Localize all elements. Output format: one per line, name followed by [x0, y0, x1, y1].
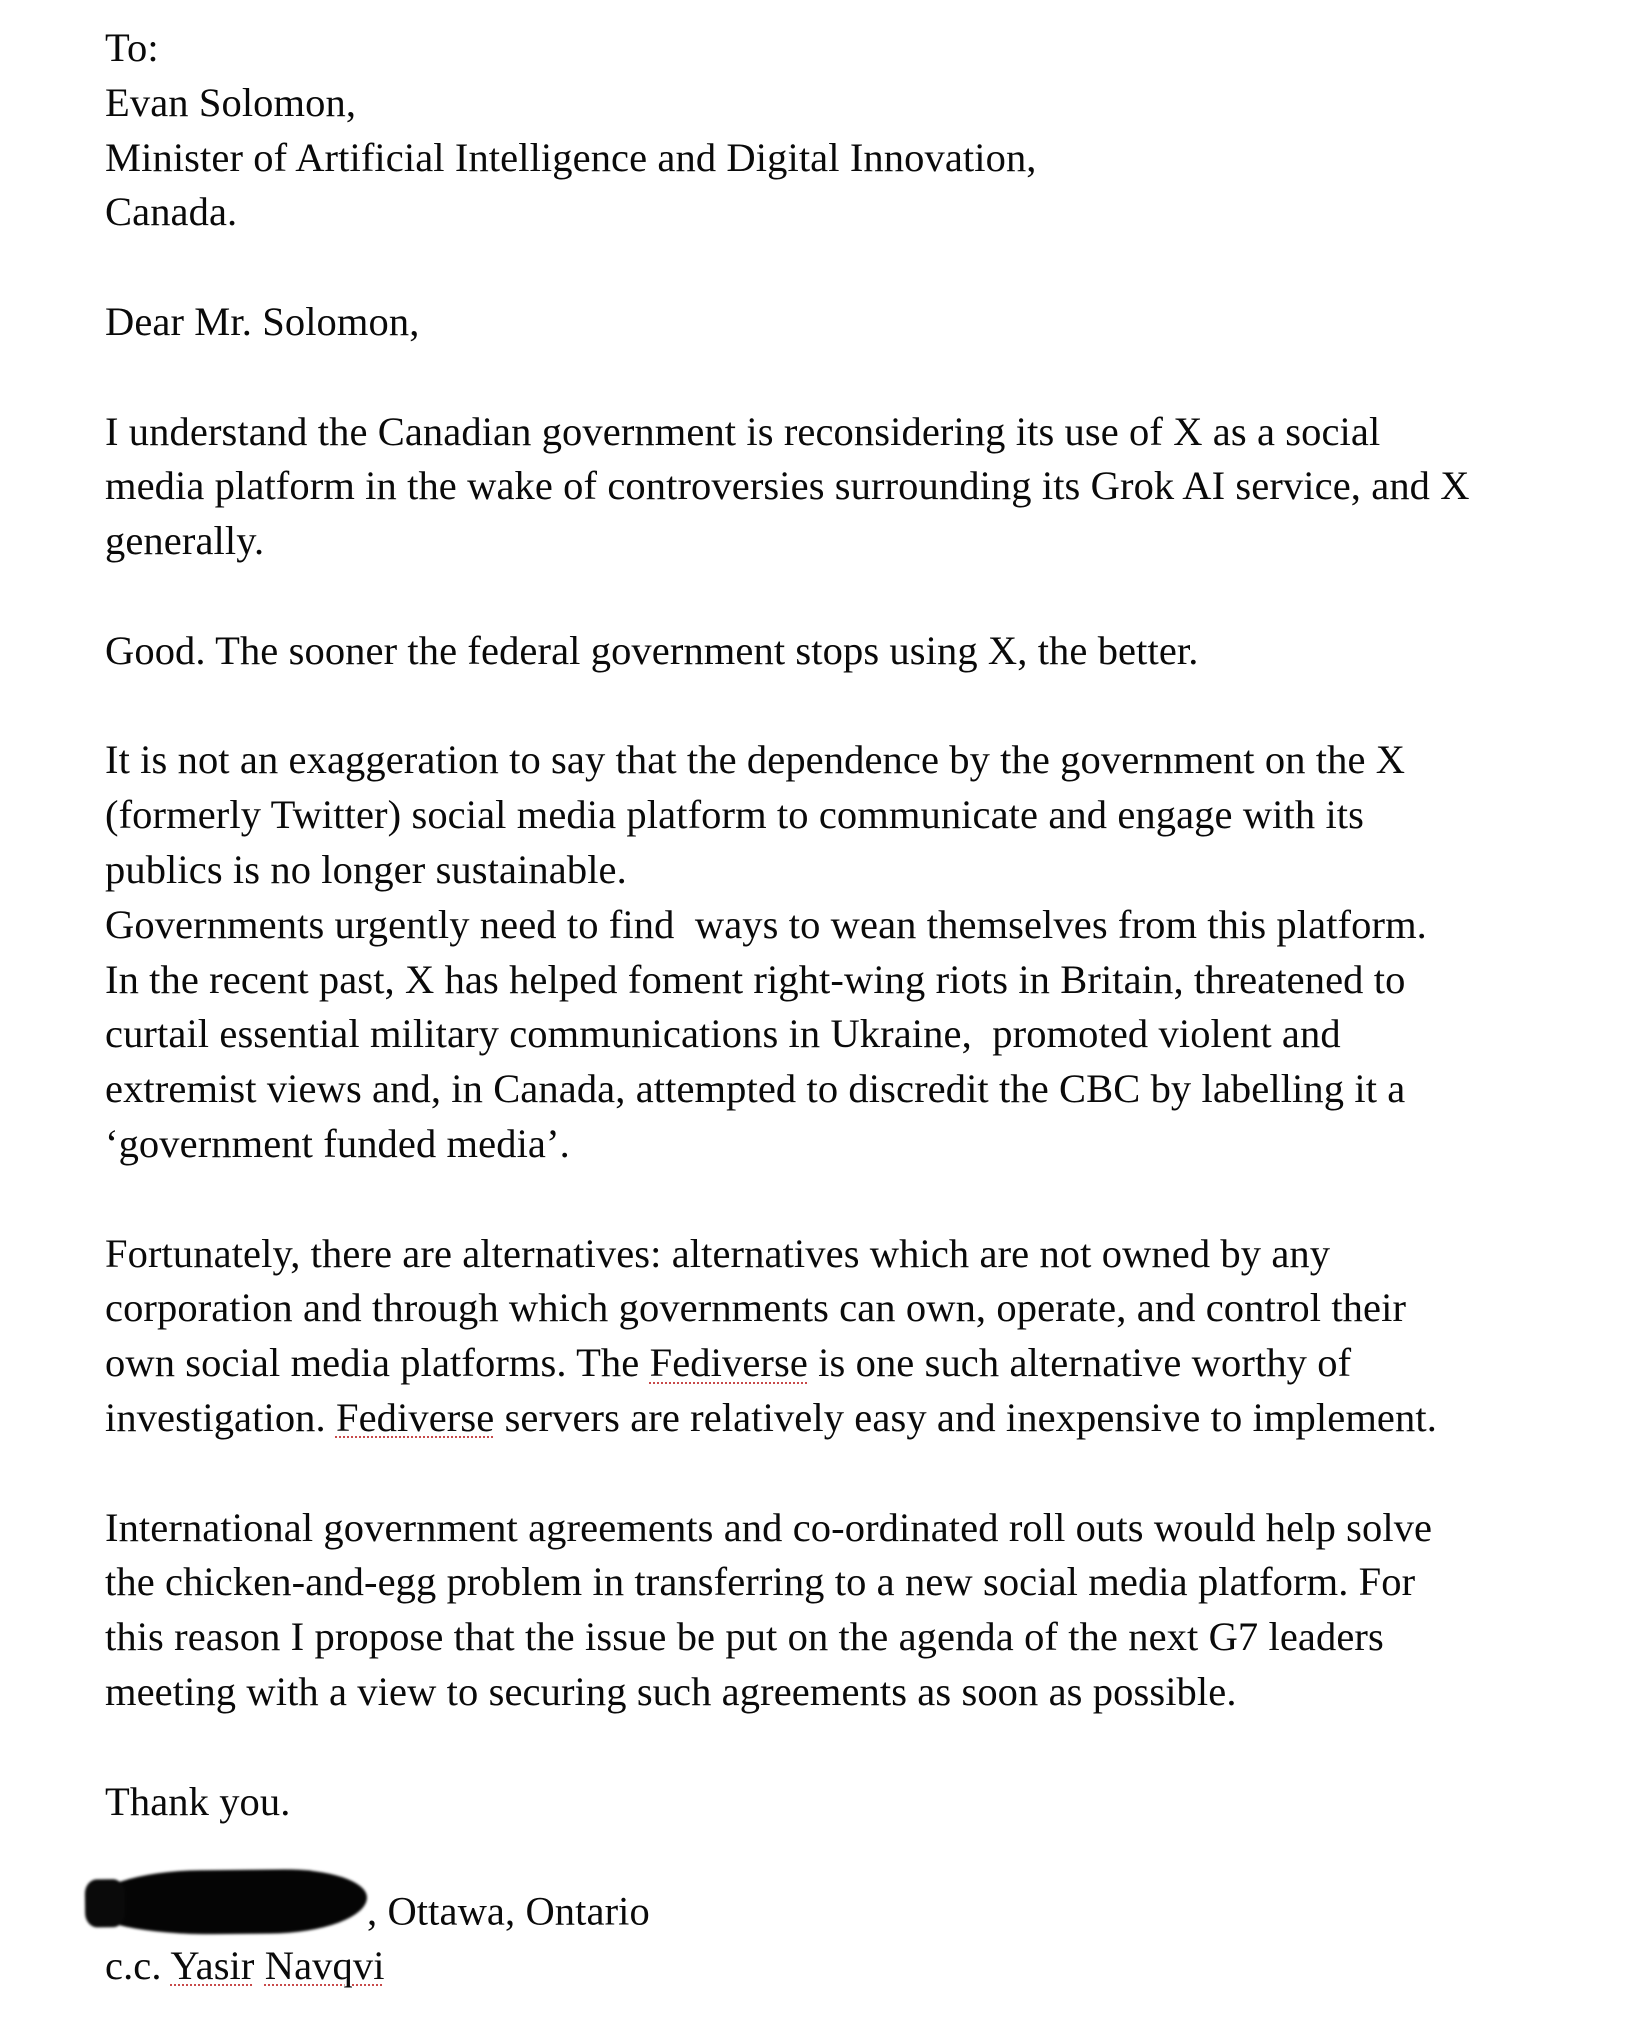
paragraph-line: curtail essential military communications in Ukraine, promoted violent and [105, 1011, 1341, 1057]
blank-line [105, 679, 1605, 734]
redaction-marker [89, 1869, 368, 1936]
recipient-name: Evan Solomon, [105, 79, 357, 125]
cc-line [105, 1939, 1605, 1994]
paragraph-context [105, 405, 1605, 569]
paragraph-line: In the recent past, X has helped foment right-wing riots in Britain, threatened to [105, 956, 1406, 1002]
spellcheck-flagged-word[interactable]: Fediverse [335, 1394, 495, 1440]
paragraph-line: this reason I propose that the issue be put on the agenda of the next G7 leaders [105, 1614, 1384, 1660]
signature-location: , Ottawa, Ontario [367, 1888, 650, 1934]
text-run [255, 1943, 265, 1988]
paragraph-line: corporation and through which governments can own, operate, and control their [105, 1285, 1407, 1331]
paragraph-proposal [105, 1501, 1605, 1720]
paragraph-endorsement [105, 624, 1605, 679]
blank-line [105, 350, 1605, 405]
closing: Thank you. [105, 1778, 291, 1824]
paragraph-line: Good. The sooner the federal government stops using X, the better. [105, 627, 1199, 673]
text-run: is one such alternative worthy of [807, 1340, 1352, 1386]
text-run: own social media platforms. The [105, 1340, 650, 1386]
spellcheck-flagged-word[interactable]: Fediverse [649, 1340, 808, 1386]
paragraph-line: (formerly Twitter) social media platform to communicate and engage with its [105, 792, 1365, 838]
paragraph-line [105, 1336, 1605, 1391]
paragraph-alternatives [105, 1227, 1605, 1446]
paragraph-line [105, 1391, 1605, 1446]
recipient-country: Canada. [105, 189, 238, 235]
paragraph-line: meeting with a view to securing such agreements as soon as possible. [105, 1668, 1237, 1714]
paragraph-line: Fortunately, there are alternatives: alternatives which are not owned by any [105, 1230, 1331, 1276]
salutation: Dear Mr. Solomon, [105, 298, 420, 344]
cc-prefix: c.c. [105, 1942, 171, 1988]
redacted-name [105, 1884, 367, 1925]
blank-line [105, 569, 1605, 624]
paragraph-line: It is not an exaggeration to say that the dependence by the government on the X [105, 737, 1406, 783]
paragraph-line: generally. [105, 518, 265, 564]
blank-line [105, 1446, 1605, 1501]
recipient-to-label: To: [105, 25, 159, 70]
blank-line [105, 240, 1605, 295]
recipient-title: Minister of Artificial Intelligence and Digital Innovation, [105, 134, 1037, 180]
paragraph-line: the chicken-and-egg problem in transferring to a new social media platform. For [105, 1559, 1416, 1605]
paragraph-line: publics is no longer sustainable. [105, 846, 627, 892]
text-run: investigation. [105, 1394, 336, 1440]
signature-line [105, 1884, 1605, 1939]
paragraph-argument [105, 733, 1605, 1171]
text-run: servers are relatively easy and inexpensive to implement. [494, 1394, 1437, 1440]
spellcheck-flagged-word[interactable]: Navqvi [264, 1942, 385, 1988]
paragraph-line: I understand the Canadian government is reconsidering its use of X as a social [105, 408, 1381, 454]
paragraph-line: media platform in the wake of controversies surrounding its Grok AI service, and X [105, 463, 1470, 509]
paragraph-line: International government agreements and co-ordinated roll outs would help solve [105, 1504, 1433, 1550]
paragraph-line: extremist views and, in Canada, attempted to discredit the CBC by labelling it a [105, 1066, 1406, 1112]
letter-document [105, 21, 1605, 1994]
blank-line [105, 1720, 1605, 1775]
spellcheck-flagged-word[interactable]: Yasir [170, 1942, 255, 1988]
recipient-block [105, 21, 1605, 240]
blank-line [105, 1172, 1605, 1227]
paragraph-line: ‘government funded media’. [105, 1120, 570, 1166]
paragraph-line: Governments urgently need to find ways to wean themselves from this platform. [105, 901, 1427, 947]
